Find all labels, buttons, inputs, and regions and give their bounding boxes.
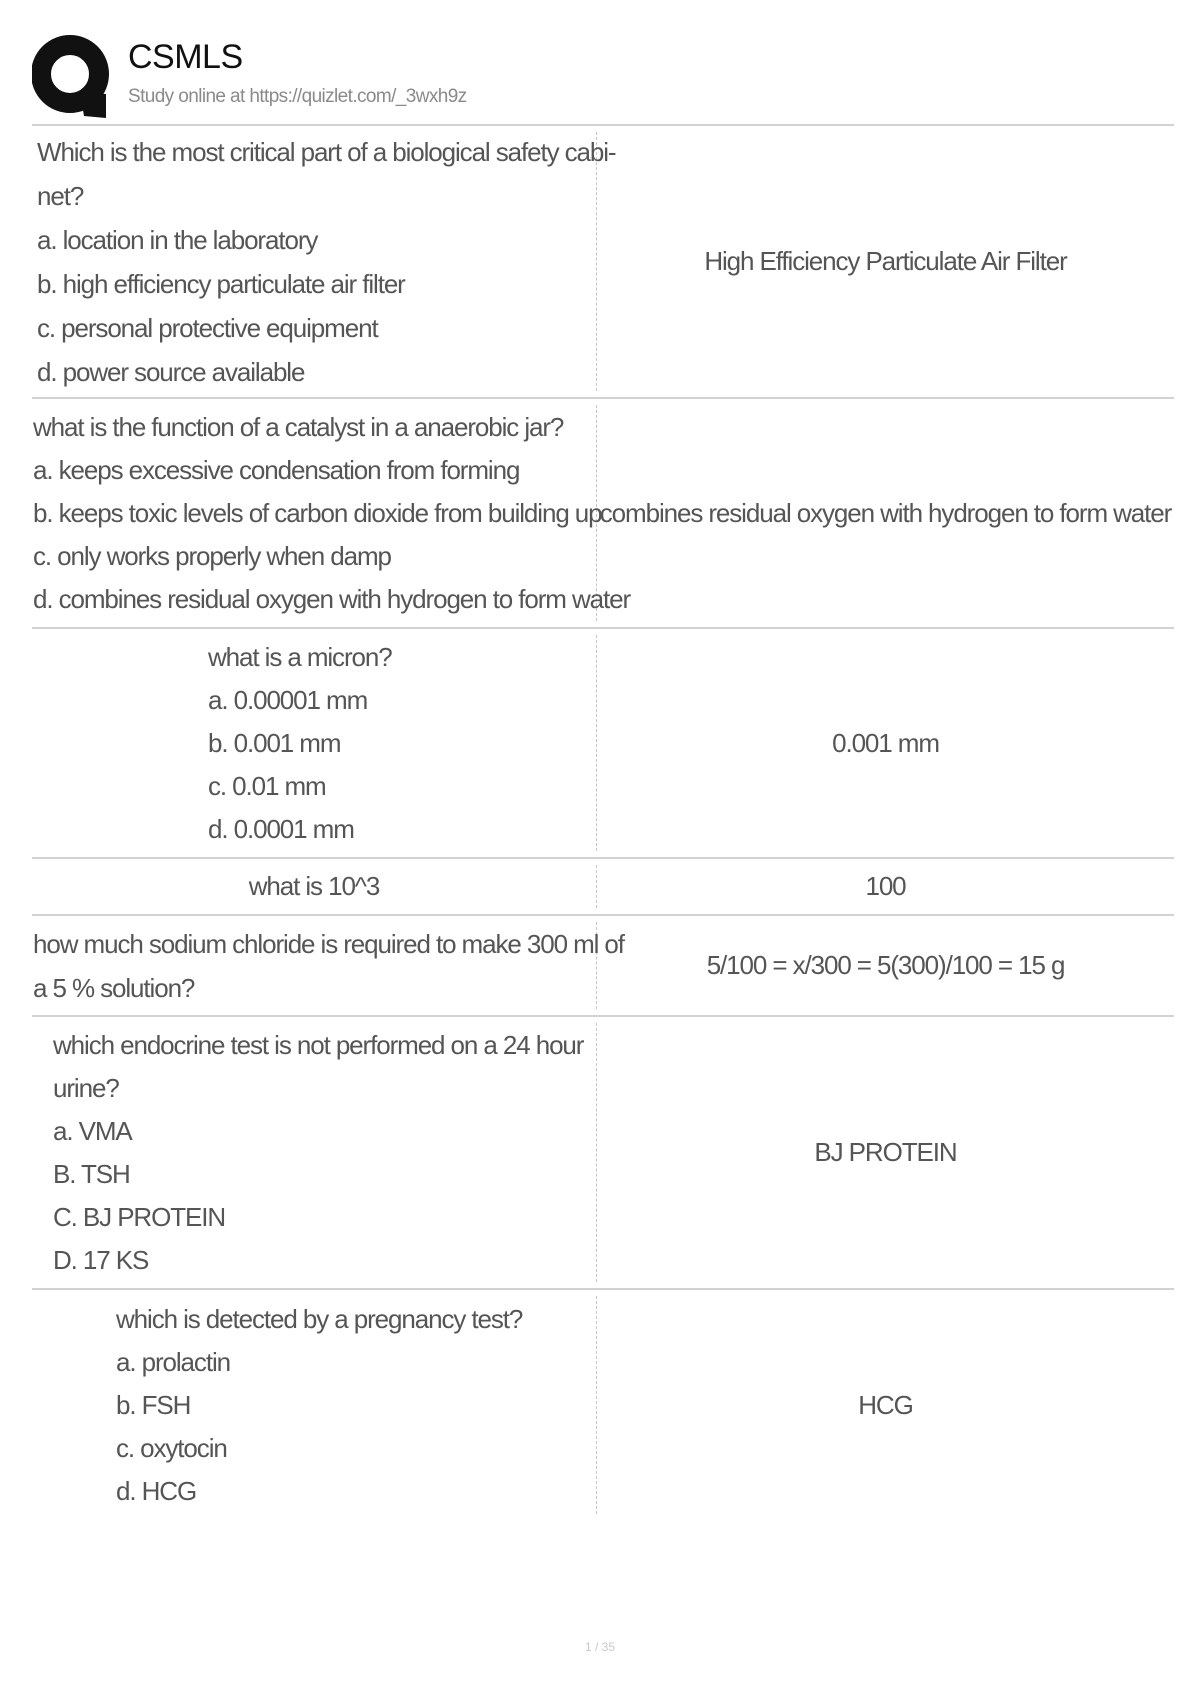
definition-cell: 0.001 mm [832, 727, 939, 758]
term-cell [32, 635, 597, 851]
term-text [33, 922, 624, 1010]
term-line: a. location in the laboratory [37, 224, 318, 255]
definition-cell: BJ PROTEIN [814, 1137, 957, 1167]
set-title: CSMLS [128, 38, 243, 76]
term-cell [32, 922, 624, 1009]
term-line: a 5 % solution? [33, 972, 195, 1003]
term-line: a. 0.00001 mm [208, 684, 368, 715]
term-line: D. 17 KS [53, 1244, 149, 1275]
term-line: b. FSH [116, 1389, 191, 1420]
term-line: what is a micron? [208, 641, 392, 672]
term-line: B. TSH [53, 1158, 130, 1189]
definition-cell: 100 [865, 871, 906, 901]
flashcard-row [32, 126, 1174, 399]
term-line: how much sodium chloride is required to make 300 ml of [33, 928, 624, 959]
flashcard-row [32, 629, 1174, 859]
flashcard-row [32, 916, 1174, 1017]
term-line: d. HCG [116, 1475, 197, 1506]
term-line: what is the function of a catalyst in a anaerobic jar? [33, 411, 564, 442]
term-line: c. only works properly when damp [33, 540, 391, 571]
term-line: c. oxytocin [116, 1432, 227, 1463]
quizlet-logo-icon [32, 34, 112, 120]
definition-cell: 5/100 = x/300 = 5(300)/100 = 15 g [706, 950, 1065, 980]
term-line: c. personal protective equipment [37, 312, 378, 343]
page-header [32, 34, 1172, 124]
term-line: d. 0.0001 mm [208, 813, 354, 844]
term-line: c. 0.01 mm [208, 770, 326, 801]
term-line: a. VMA [53, 1115, 132, 1146]
term-line: what is 10^3 [248, 871, 380, 901]
page-number: 1 / 35 [584, 1640, 616, 1654]
term-cell [32, 405, 631, 621]
term-line: which endocrine test is not performed on a 24 hour [53, 1029, 584, 1060]
term-line: a. prolactin [116, 1346, 230, 1377]
term-cell [32, 1296, 597, 1514]
definition-cell: HCG [858, 1389, 913, 1420]
term-text [116, 1298, 522, 1513]
flashcard-row [32, 1017, 1174, 1290]
term-line: a. keeps excessive condensation from forming [33, 454, 520, 485]
term-line: b. 0.001 mm [208, 727, 341, 758]
term-line: d. power source available [37, 356, 305, 387]
flashcard-sheet [32, 124, 1174, 1520]
term-line: C. BJ PROTEIN [53, 1201, 226, 1232]
term-line: which is detected by a pregnancy test? [116, 1303, 523, 1334]
flashcard-row [32, 859, 1174, 916]
term-cell [32, 865, 597, 908]
term-text [37, 130, 615, 394]
study-online-link[interactable]: Study online at https://quizlet.com/_3wxh9z [128, 86, 467, 107]
definition-cell: High Efficiency Particulate Air Filter [704, 246, 1067, 276]
term-line: urine? [53, 1072, 119, 1103]
term-text [53, 1024, 583, 1282]
term-text [33, 406, 630, 621]
term-line: Which is the most critical part of a biological safety cabi- [37, 136, 616, 167]
definition-cell: combines residual oxygen with hydrogen to form water [599, 497, 1172, 528]
flashcard-row [32, 399, 1174, 629]
term-line: b. keeps toxic levels of carbon dioxide from building up [33, 497, 602, 528]
term-text [208, 636, 392, 851]
flashcard-row [32, 1290, 1174, 1520]
term-cell [32, 132, 616, 391]
term-cell [32, 1023, 597, 1282]
term-line: net? [37, 180, 84, 211]
term-line: d. combines residual oxygen with hydrogen to form water [33, 583, 631, 614]
term-line: b. high efficiency particulate air filter [37, 268, 405, 299]
term-text [249, 863, 380, 910]
